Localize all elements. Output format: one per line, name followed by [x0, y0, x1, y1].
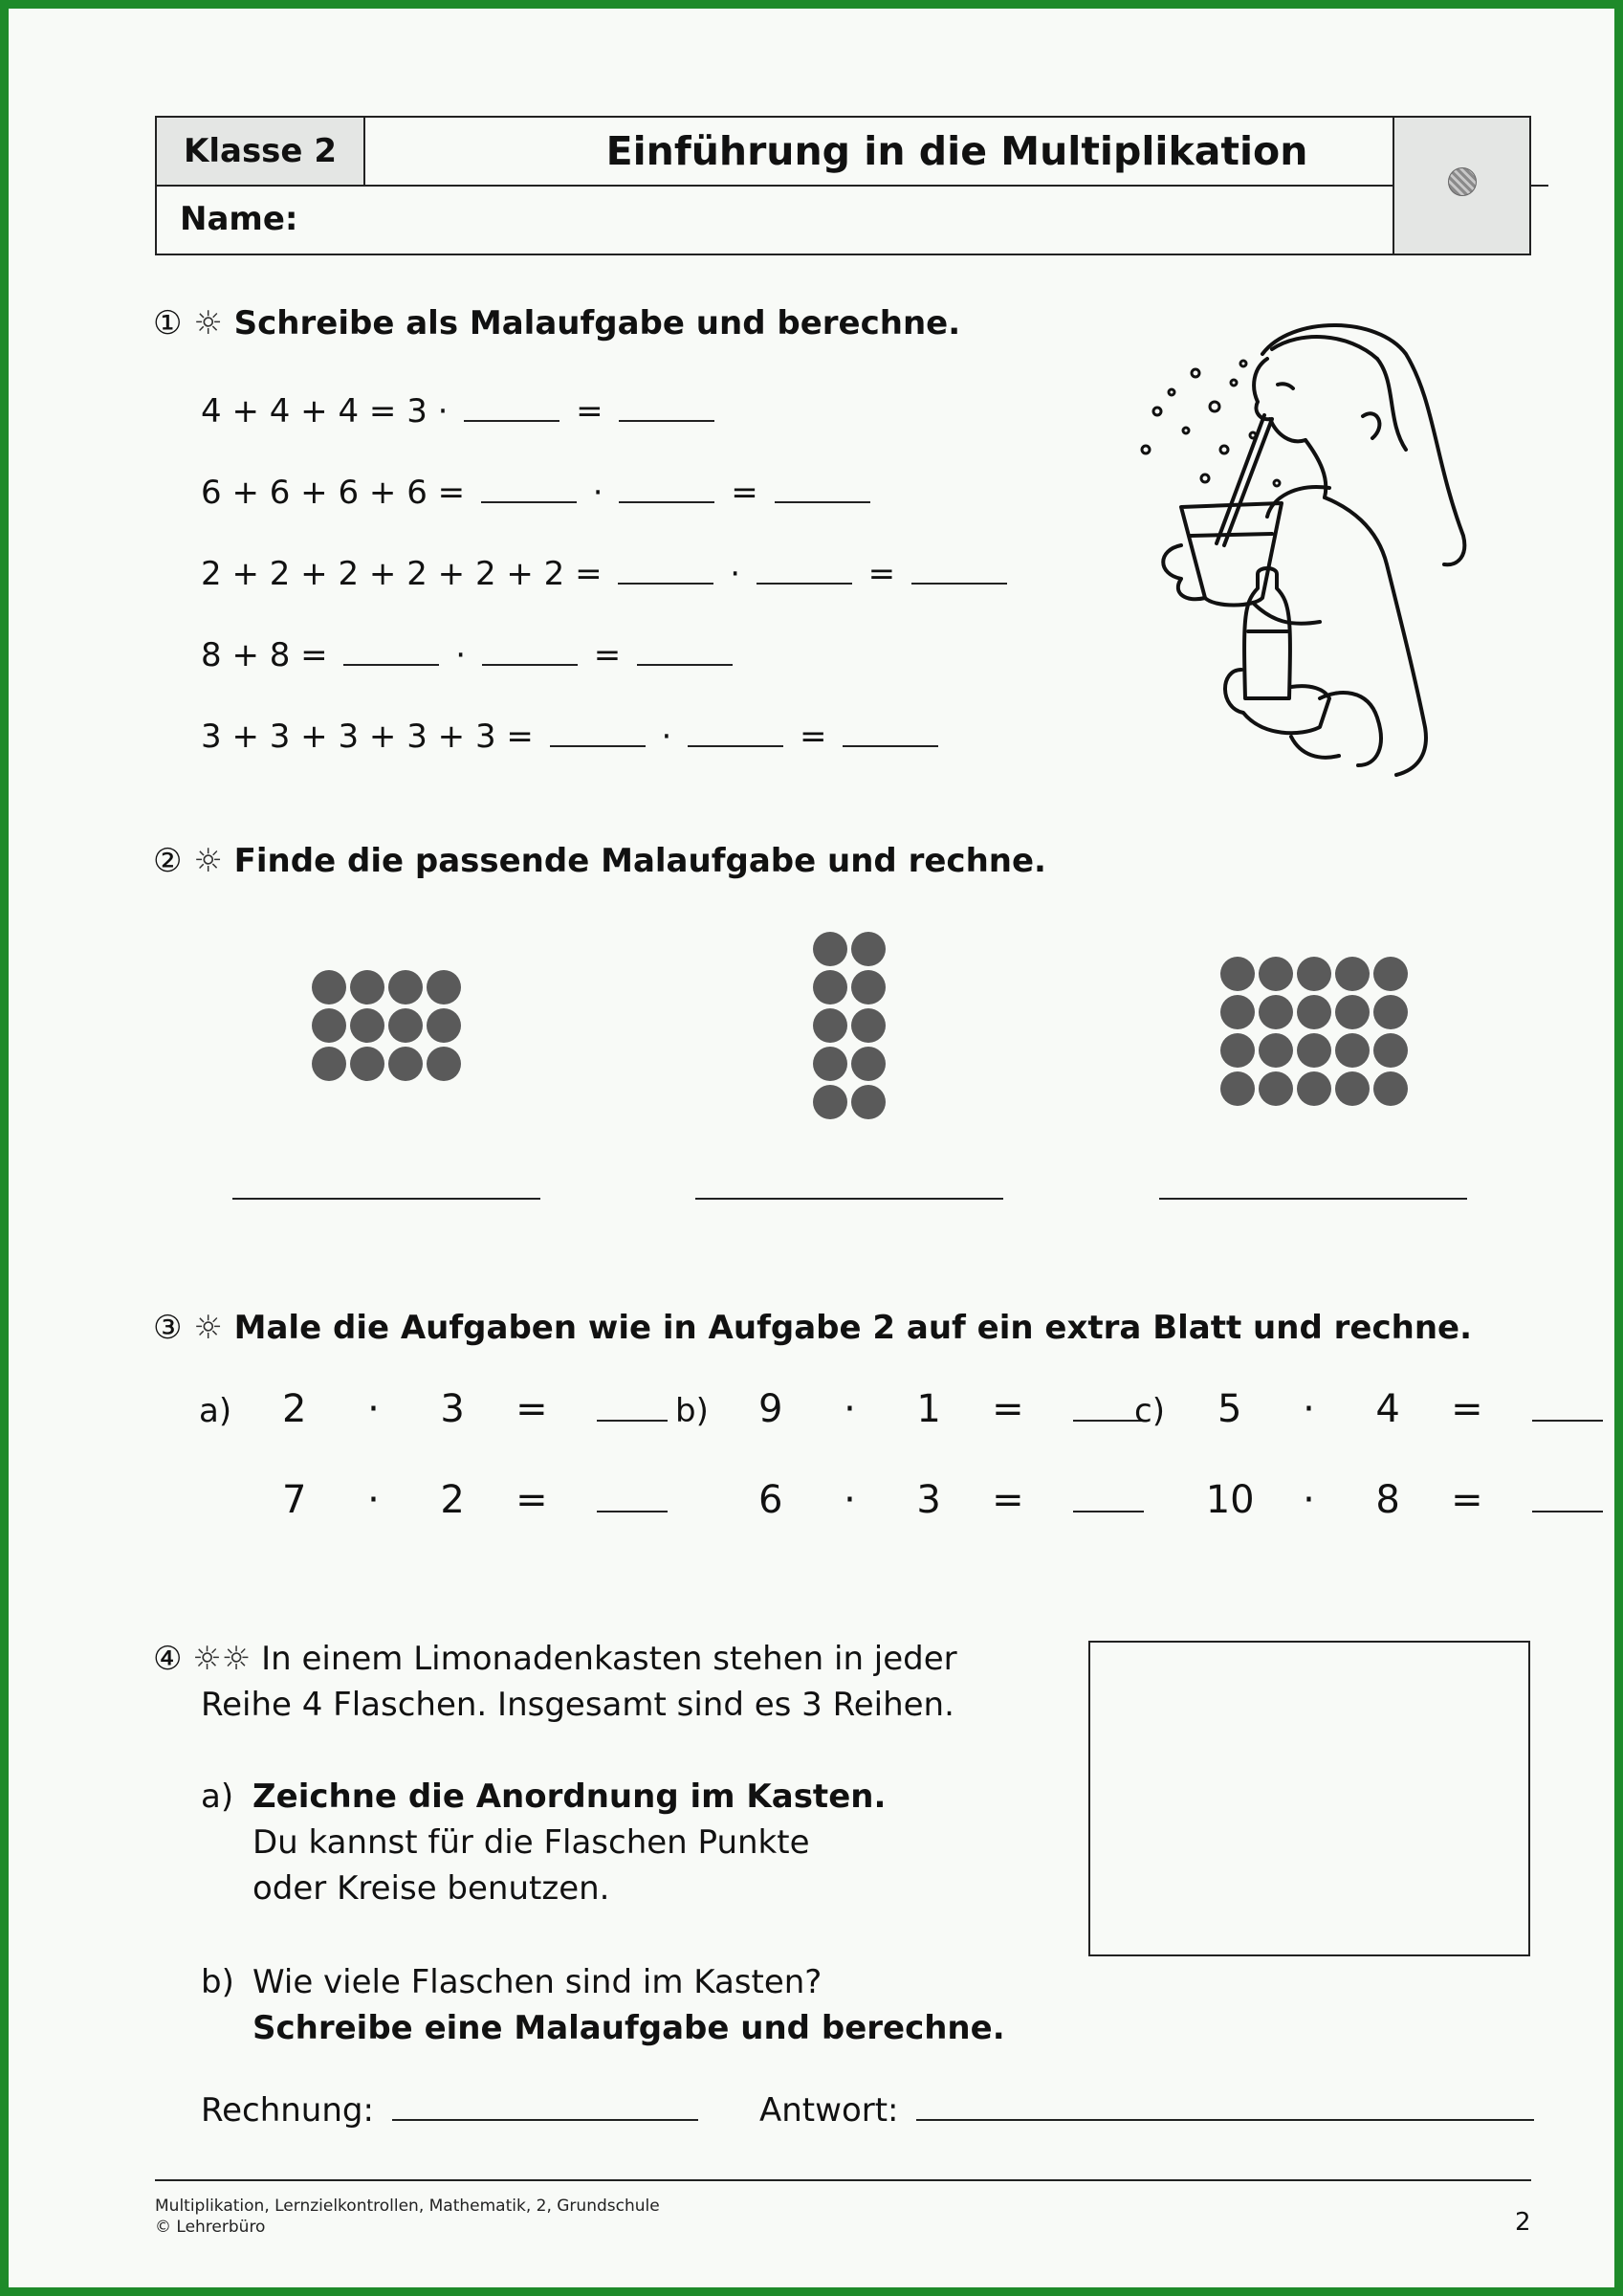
- task4-intro-line1: ④ ☼☼ In einem Limonadenkasten stehen in jeder: [153, 1640, 957, 1678]
- array-dot: [1259, 957, 1293, 991]
- answer-blank[interactable]: [550, 720, 646, 747]
- array-dot: [851, 970, 886, 1004]
- answer-blank[interactable]: [1532, 1393, 1603, 1422]
- task4-a-line3: oder Kreise benutzen.: [252, 1869, 610, 1908]
- answer-blank[interactable]: [1532, 1484, 1603, 1512]
- dot-array-3: [1220, 957, 1408, 1106]
- sun-difficulty-icon: ☼: [193, 304, 223, 342]
- score-box: [1393, 118, 1529, 254]
- task2-title: [153, 842, 1046, 880]
- task1-number: ①: [153, 304, 183, 342]
- array-dot: [1335, 957, 1370, 991]
- answer-blank[interactable]: [757, 558, 852, 585]
- array-dot: [851, 1008, 886, 1043]
- array-dot: [813, 970, 847, 1004]
- array-dot: [1373, 1033, 1408, 1068]
- task4-b-instruction: Schreibe eine Malaufgabe und berechne.: [252, 2009, 1005, 2047]
- answer-blank[interactable]: [1073, 1484, 1144, 1512]
- sun-difficulty-icon: ☼: [193, 842, 223, 880]
- array-dot: [1297, 957, 1331, 991]
- array-dot: [388, 1008, 423, 1043]
- task4-b-label: b): [201, 1963, 234, 2001]
- answer-blank[interactable]: [637, 639, 733, 666]
- sun-difficulty-icon: ☼☼: [192, 1640, 252, 1678]
- array-dot: [813, 1047, 847, 1081]
- array-dot: [1335, 995, 1370, 1029]
- task3-b-row2: 6 · 3 =: [675, 1478, 1144, 1522]
- antwort-label: Antwort:: [759, 2091, 899, 2130]
- array-dot: [1220, 1071, 1255, 1106]
- task4-number: ④: [153, 1640, 183, 1678]
- array-dot: [350, 1047, 384, 1081]
- answer-line[interactable]: [695, 1198, 1003, 1200]
- task3-a-row1: a) 2 · 3 =: [199, 1387, 668, 1431]
- array-dot: [350, 970, 384, 1004]
- worksheet-header: [155, 116, 1531, 255]
- answer-blank[interactable]: [464, 395, 559, 422]
- array-dot: [312, 1008, 346, 1043]
- answer-blank[interactable]: [482, 639, 578, 666]
- task1-row: 4 + 4 + 4 = 3 · =: [201, 392, 720, 430]
- array-dot: [312, 1047, 346, 1081]
- array-dot: [1259, 995, 1293, 1029]
- answer-blank[interactable]: [911, 558, 1007, 585]
- answer-blank[interactable]: [597, 1393, 668, 1422]
- array-dot: [1335, 1033, 1370, 1068]
- array-dot: [851, 1085, 886, 1119]
- answer-blank[interactable]: [343, 639, 439, 666]
- task4-a-line2: Du kannst für die Flaschen Punkte: [252, 1823, 810, 1862]
- task2-number: ②: [153, 842, 183, 880]
- array-dot: [1220, 995, 1255, 1029]
- array-dot: [813, 1085, 847, 1119]
- array-dot: [1259, 1033, 1293, 1068]
- girl-drinking-illustration: [1100, 316, 1473, 784]
- answer-blank[interactable]: [843, 720, 938, 747]
- array-dot: [388, 1047, 423, 1081]
- antwort-line[interactable]: [916, 2094, 1534, 2121]
- array-dot: [427, 1008, 461, 1043]
- task3-title: [153, 1309, 1472, 1347]
- drawing-box[interactable]: [1088, 1641, 1530, 1956]
- task4-a-instruction: Zeichne die Anordnung im Kasten.: [252, 1777, 887, 1816]
- footer-source: Multiplikation, Lernzielkontrollen, Mathematik, 2, Grundschule: [155, 2197, 660, 2216]
- array-dot: [312, 970, 346, 1004]
- task3-c-row1: c) 5 · 4 =: [1134, 1387, 1603, 1431]
- task3-c-row2: 10 · 8 =: [1134, 1478, 1603, 1522]
- array-dot: [1373, 1071, 1408, 1106]
- array-dot: [388, 970, 423, 1004]
- rechnung-row: [201, 2091, 698, 2130]
- array-dot: [1297, 1071, 1331, 1106]
- name-label: Name:: [180, 200, 298, 238]
- answer-blank[interactable]: [618, 558, 713, 585]
- task1-instruction: Schreibe als Malaufgabe und berechne.: [233, 304, 961, 342]
- task1-row: 6 + 6 + 6 + 6 = · =: [201, 474, 876, 512]
- task2-instruction: Finde die passende Malaufgabe und rechne.: [233, 842, 1046, 880]
- answer-blank[interactable]: [481, 476, 577, 503]
- worksheet-title: Einführung in die Multiplikation: [365, 118, 1548, 187]
- array-dot: [851, 1047, 886, 1081]
- task1-row: 2 + 2 + 2 + 2 + 2 + 2 = · =: [201, 555, 1013, 593]
- answer-line[interactable]: [1159, 1198, 1467, 1200]
- array-dot: [1297, 1033, 1331, 1068]
- task3-b-row1: b) 9 · 1 =: [675, 1387, 1144, 1431]
- rechnung-label: Rechnung:: [201, 2091, 374, 2130]
- task3-a-row2: 7 · 2 =: [199, 1478, 668, 1522]
- answer-blank[interactable]: [597, 1484, 668, 1512]
- answer-blank[interactable]: [1073, 1393, 1144, 1422]
- array-dot: [851, 932, 886, 966]
- dot-array-2: [813, 932, 886, 1119]
- task1-row: 3 + 3 + 3 + 3 + 3 = · =: [201, 718, 944, 756]
- task3-number: ③: [153, 1309, 183, 1347]
- array-dot: [813, 1008, 847, 1043]
- class-label: Klasse 2: [157, 118, 365, 187]
- task4-a-label: a): [201, 1777, 234, 1816]
- dot-array-1: [312, 970, 461, 1081]
- answer-blank[interactable]: [688, 720, 783, 747]
- array-dot: [813, 932, 847, 966]
- sun-difficulty-icon: ☼: [193, 1309, 223, 1347]
- array-dot: [427, 1047, 461, 1081]
- array-dot: [1373, 995, 1408, 1029]
- array-dot: [1220, 957, 1255, 991]
- task4-intro-line2: Reihe 4 Flaschen. Insgesamt sind es 3 Reihen.: [201, 1686, 954, 1724]
- array-dot: [1220, 1033, 1255, 1068]
- answer-blank[interactable]: [619, 395, 714, 422]
- array-dot: [1373, 957, 1408, 991]
- array-dot: [427, 970, 461, 1004]
- answer-blank[interactable]: [775, 476, 870, 503]
- rechnung-line[interactable]: [392, 2094, 698, 2121]
- task1-title: [153, 304, 960, 342]
- page-number: 2: [1515, 2208, 1531, 2237]
- task3-instruction: Male die Aufgaben wie in Aufgabe 2 auf ein extra Blatt und rechne.: [233, 1309, 1473, 1347]
- array-dot: [1259, 1071, 1293, 1106]
- task4-b-question: Wie viele Flaschen sind im Kasten?: [252, 1963, 822, 2001]
- array-dot: [350, 1008, 384, 1043]
- answer-line[interactable]: [232, 1198, 540, 1200]
- array-dot: [1335, 1071, 1370, 1106]
- antwort-row: [759, 2091, 1534, 2130]
- footer-copyright: © Lehrerbüro: [155, 2218, 266, 2237]
- hole-punch-icon: [1448, 167, 1477, 196]
- array-dot: [1297, 995, 1331, 1029]
- task1-row: 8 + 8 = · =: [201, 636, 738, 674]
- footer-divider: [155, 2179, 1531, 2181]
- answer-blank[interactable]: [619, 476, 714, 503]
